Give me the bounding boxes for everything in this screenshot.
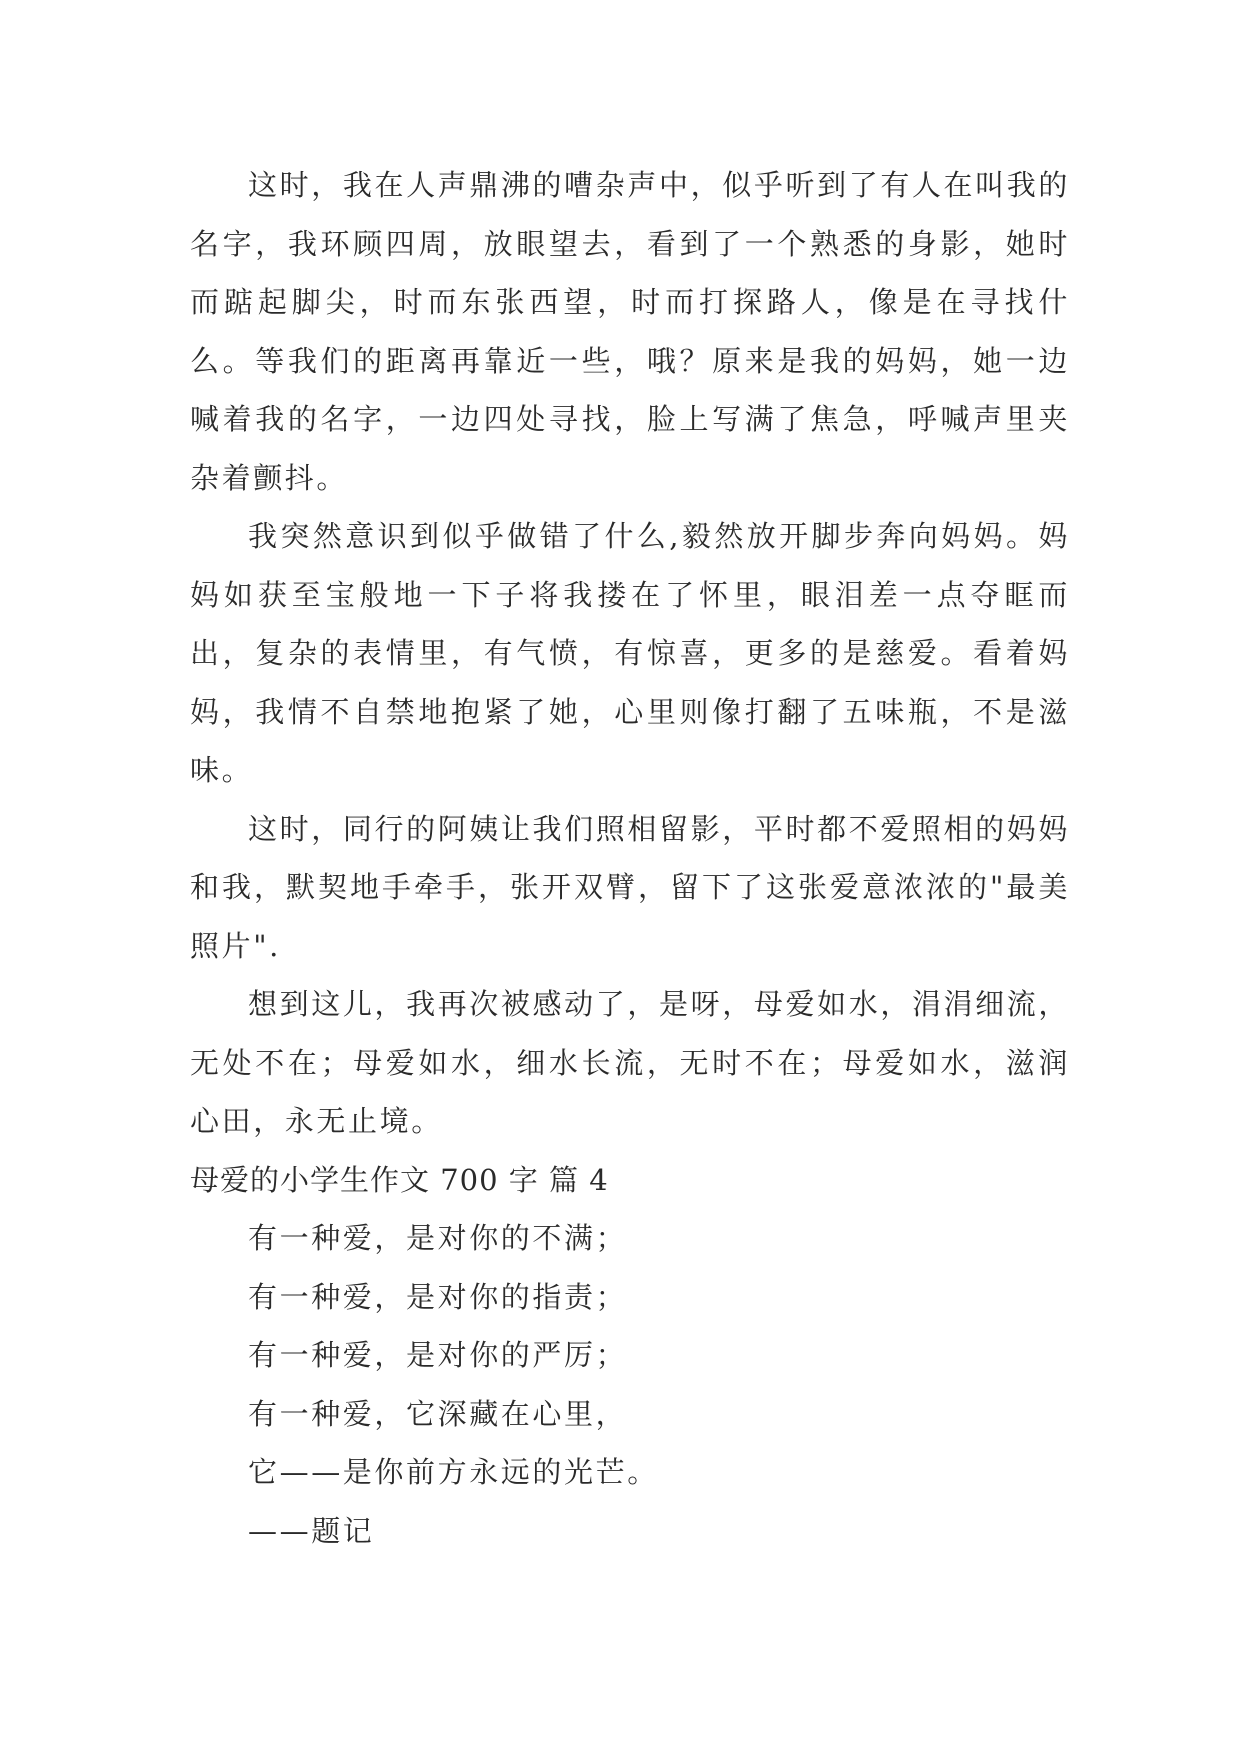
paragraph-3: 这时，同行的阿姨让我们照相留影，平时都不爱照相的妈妈和我，默契地手牵手，张开双臂，留下了这张爱意浓浓的"最美照片".	[190, 811, 1070, 963]
paragraph-2: 我突然意识到似乎做错了什么,毅然放开脚步奔向妈妈。妈妈如获至宝般地一下子将我搂在了怀里，眼泪差一点夺眶而出，复杂的表情里，有气愤，有惊喜，更多的是慈爱。看着妈妈，我情不自禁地抱紧了她，心里则像打翻了五味瓶，不是滋味。	[190, 519, 1070, 787]
paragraph-4: 想到这儿，我再次被感动了，是呀，母爱如水，涓涓细流，无处不在；母爱如水，细水长流，无时不在；母爱如水，滋润心田，永无止境。	[190, 987, 1070, 1138]
poem-line-1: 有一种爱，是对你的不满；	[248, 1221, 628, 1255]
poem-line-4: 有一种爱，它深藏在心里，	[248, 1396, 628, 1431]
document-body	[190, 156, 1070, 1560]
paragraph-1: 这时，我在人声鼎沸的嘈杂声中，似乎听到了有人在叫我的名字，我环顾四周，放眼望去，看到了一个熟悉的身影，她时而踮起脚尖，时而东张西望，时而打探路人，像是在寻找什么。等我们的距离再靠近一些，哦？原来是我的妈妈，她一边喊着我的名字，一边四处寻找，脸上写满了焦急，呼喊声里夹杂着颤抖。	[190, 168, 1070, 495]
poem-line-5: 它——是你前方永远的光芒。	[248, 1455, 659, 1489]
section-heading: 母爱的小学生作文 700 字 篇 4	[190, 1162, 609, 1197]
epigraph-note: ——题记	[248, 1513, 375, 1548]
poem-line-2: 有一种爱，是对你的指责；	[248, 1279, 628, 1314]
poem-line-3: 有一种爱，是对你的严厉；	[248, 1338, 628, 1372]
